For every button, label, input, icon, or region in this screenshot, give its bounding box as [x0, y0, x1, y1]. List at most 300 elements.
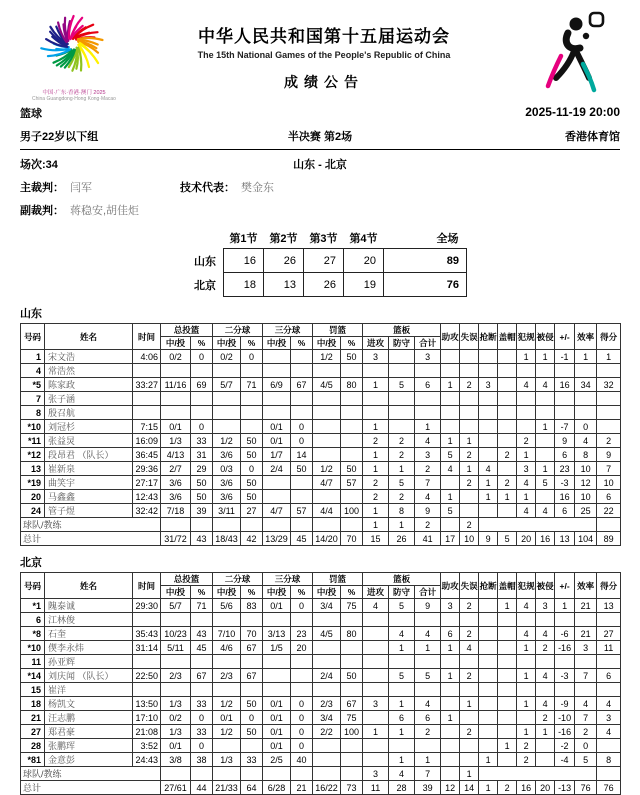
col-header: 姓名 — [45, 573, 133, 599]
stat-cell: 6 — [441, 627, 460, 641]
stat-cell — [389, 683, 415, 697]
stat-cell: 4 — [517, 476, 536, 490]
stat-cell — [241, 406, 263, 420]
stat-cell — [291, 767, 313, 781]
stat-cell: 3 — [536, 599, 555, 613]
stat-cell — [460, 711, 479, 725]
stat-cell — [363, 392, 389, 406]
player-number: *8 — [21, 627, 45, 641]
stat-cell: 67 — [191, 669, 213, 683]
stat-cell: -1 — [555, 350, 575, 364]
stat-cell: 1 — [441, 434, 460, 448]
stat-cell: 3 — [517, 462, 536, 476]
stat-cell — [479, 392, 498, 406]
stat-cell — [536, 434, 555, 448]
stat-cell — [498, 725, 517, 739]
stat-cell: 0 — [575, 420, 597, 434]
emblem-burst-icon — [35, 12, 113, 82]
player-name: 张益炅 — [45, 434, 133, 448]
stat-cell: 1 — [575, 350, 597, 364]
stat-cell: -10 — [555, 711, 575, 725]
stat-cell: 50 — [241, 490, 263, 504]
stat-cell: 70 — [241, 627, 263, 641]
stat-cell: 7 — [415, 476, 441, 490]
stat-cell — [555, 613, 575, 627]
player-row — [21, 378, 621, 392]
stat-cell: 0/1 — [263, 420, 291, 434]
player-row — [21, 434, 621, 448]
stat-cell: 0 — [241, 350, 263, 364]
stat-cell — [498, 462, 517, 476]
stat-cell: 2 — [498, 476, 517, 490]
quarter-header: 第2节 — [269, 233, 298, 245]
stat-cell — [341, 434, 363, 448]
stat-cell: 0 — [241, 462, 263, 476]
stat-cell: 75 — [341, 599, 363, 613]
player-row — [21, 490, 621, 504]
col-header: 得分 — [597, 324, 621, 350]
stat-cell: 9 — [415, 599, 441, 613]
stat-cell: 4 — [415, 697, 441, 711]
stat-cell — [415, 406, 441, 420]
col-subheader: % — [291, 337, 313, 350]
totals-label: 总计 — [21, 532, 161, 546]
stat-cell — [536, 739, 555, 753]
stat-cell — [213, 683, 241, 697]
stat-cell: 6/9 — [263, 378, 291, 392]
stat-cell: 10 — [575, 490, 597, 504]
stat-cell — [575, 364, 597, 378]
stat-cell: 67 — [241, 669, 263, 683]
stat-cell — [441, 350, 460, 364]
stat-cell: 1 — [498, 599, 517, 613]
totals-row — [21, 781, 621, 795]
stat-cell — [263, 683, 291, 697]
player-number: 15 — [21, 683, 45, 697]
stat-cell: 100 — [341, 504, 363, 518]
stat-cell — [313, 420, 341, 434]
stat-cell — [213, 420, 241, 434]
stat-cell: 4/6 — [213, 641, 241, 655]
stat-cell: 20 — [291, 641, 313, 655]
total-stat-cell: 70 — [341, 532, 363, 546]
stat-cell: 8 — [575, 448, 597, 462]
referee-label: 主裁判： — [20, 182, 64, 194]
player-row — [21, 683, 621, 697]
stat-cell — [213, 364, 241, 378]
stat-cell — [313, 490, 341, 504]
stat-cell: 67 — [291, 378, 313, 392]
stat-cell — [241, 518, 263, 532]
stat-cell: 29 — [191, 462, 213, 476]
stat-cell — [575, 683, 597, 697]
stat-cell: 34 — [575, 378, 597, 392]
stat-cell: 1 — [517, 669, 536, 683]
stat-cell — [291, 490, 313, 504]
stat-cell — [479, 669, 498, 683]
stat-cell: 2/7 — [161, 462, 191, 476]
player-name: 张鹏珲 — [45, 739, 133, 753]
stat-cell — [415, 683, 441, 697]
stat-cell — [363, 711, 389, 725]
event-datetime: 2025-11-19 20:00 — [525, 105, 620, 119]
stat-cell: 4 — [479, 462, 498, 476]
stat-cell — [313, 392, 341, 406]
team-name-heading: 山东 — [20, 308, 42, 320]
stat-cell — [479, 767, 597, 781]
stat-cell — [161, 613, 191, 627]
col-subheader: 防守 — [389, 337, 415, 350]
game-number: 场次:34 — [20, 159, 58, 171]
stat-cell — [441, 725, 460, 739]
col-group-header: 三分球 — [263, 324, 313, 337]
stat-cell — [291, 518, 313, 532]
total-stat-cell: 13/29 — [263, 532, 291, 546]
col-subheader: 中/投 — [161, 337, 191, 350]
stat-cell: 4 — [597, 697, 621, 711]
stat-cell: 0/1 — [213, 711, 241, 725]
total-stat-cell: 11 — [363, 781, 389, 795]
player-row — [21, 669, 621, 683]
play-time: 36:45 — [133, 448, 161, 462]
stat-cell — [341, 739, 363, 753]
total-stat-cell: 41 — [415, 532, 441, 546]
player-number: *19 — [21, 476, 45, 490]
stat-cell: 3/6 — [161, 476, 191, 490]
stat-cell: 2/3 — [313, 697, 341, 711]
stat-cell — [313, 518, 341, 532]
col-subheader: % — [291, 586, 313, 599]
stat-cell: 50 — [291, 462, 313, 476]
quarter-score: 19 — [344, 273, 384, 297]
stat-cell: 5 — [389, 378, 415, 392]
stat-cell: 1/3 — [161, 434, 191, 448]
stat-cell — [555, 655, 575, 669]
stat-cell: 0 — [291, 599, 313, 613]
stat-cell — [263, 767, 291, 781]
col-header: 抢断 — [479, 573, 498, 599]
col-header: +/- — [555, 573, 575, 599]
total-score: 89 — [384, 249, 467, 273]
stat-cell — [597, 613, 621, 627]
player-row — [21, 599, 621, 613]
stat-cell — [498, 697, 517, 711]
play-time — [133, 364, 161, 378]
player-name: 常浩然 — [45, 364, 133, 378]
tech-delegate-name: 樊金东 — [241, 182, 274, 194]
stat-cell: 3 — [575, 641, 597, 655]
stat-cell — [498, 420, 517, 434]
stat-cell: 0/1 — [263, 599, 291, 613]
col-subheader: 中/投 — [213, 337, 241, 350]
stat-cell — [241, 613, 263, 627]
stat-cell: 0/1 — [263, 739, 291, 753]
player-name: 马鑫鑫 — [45, 490, 133, 504]
stat-cell — [389, 392, 415, 406]
stat-cell: 6 — [555, 448, 575, 462]
stat-cell: 2 — [536, 641, 555, 655]
total-score: 76 — [384, 273, 467, 297]
stat-cell — [263, 669, 291, 683]
stat-cell: 3/6 — [213, 490, 241, 504]
stat-cell — [363, 641, 389, 655]
totals-label: 总计 — [21, 781, 161, 795]
event-meta — [20, 105, 620, 144]
play-time: 29:36 — [133, 462, 161, 476]
play-time — [133, 406, 161, 420]
stat-cell — [441, 364, 460, 378]
stat-cell — [517, 364, 536, 378]
player-number: 11 — [21, 655, 45, 669]
stat-cell: 100 — [341, 725, 363, 739]
stat-cell — [441, 767, 460, 781]
player-row — [21, 462, 621, 476]
total-stat-cell: 14 — [460, 781, 479, 795]
player-row — [21, 711, 621, 725]
stat-cell: 25 — [575, 504, 597, 518]
stat-cell — [575, 406, 597, 420]
stat-cell: 2 — [536, 711, 555, 725]
quarter-score-row — [173, 273, 467, 297]
match-line — [20, 156, 620, 172]
stat-cell: 1 — [517, 490, 536, 504]
player-name: 江林俊 — [45, 613, 133, 627]
stat-cell — [597, 392, 621, 406]
stat-cell — [341, 364, 363, 378]
stat-cell: 7/18 — [161, 504, 191, 518]
stat-cell — [517, 613, 536, 627]
col-subheader: 中/投 — [213, 586, 241, 599]
stat-cell: 3/6 — [213, 448, 241, 462]
stat-cell: 2 — [460, 627, 479, 641]
total-stat-cell: 27/61 — [161, 781, 191, 795]
stat-cell: 50 — [241, 697, 263, 711]
player-row — [21, 448, 621, 462]
stat-cell — [213, 739, 241, 753]
stat-cell — [597, 364, 621, 378]
stat-cell — [241, 420, 263, 434]
stat-cell: 1/2 — [213, 725, 241, 739]
stat-cell: 14 — [291, 448, 313, 462]
stat-cell: 1 — [536, 420, 555, 434]
stat-cell — [191, 767, 213, 781]
quarter-scores-table — [173, 228, 467, 297]
stat-cell — [460, 406, 479, 420]
player-row — [21, 406, 621, 420]
stat-cell: -16 — [555, 725, 575, 739]
stat-cell: 1 — [555, 599, 575, 613]
stat-cell: 4 — [415, 627, 441, 641]
stat-cell: 4 — [536, 627, 555, 641]
stat-cell: 33 — [191, 434, 213, 448]
stat-cell: 27 — [597, 627, 621, 641]
stat-cell — [341, 683, 363, 697]
stat-cell — [341, 767, 363, 781]
player-row — [21, 697, 621, 711]
stat-cell: 1 — [498, 490, 517, 504]
col-header: 助攻 — [441, 573, 460, 599]
stat-cell — [460, 350, 479, 364]
col-header: 得分 — [597, 573, 621, 599]
stat-cell — [536, 406, 555, 420]
sport-label: 篮球 — [20, 108, 42, 120]
stat-cell: 3 — [363, 350, 389, 364]
total-stat-cell: 2 — [498, 781, 517, 795]
stat-cell — [313, 683, 341, 697]
stat-cell — [263, 350, 291, 364]
stat-cell: 4 — [460, 641, 479, 655]
stat-cell: 83 — [241, 599, 263, 613]
stat-cell — [415, 392, 441, 406]
stat-cell: 43 — [191, 627, 213, 641]
total-stat-cell: 44 — [191, 781, 213, 795]
col-subheader: % — [241, 586, 263, 599]
stat-cell: -2 — [555, 739, 575, 753]
quarter-score: 26 — [304, 273, 344, 297]
stat-cell: 1/2 — [213, 434, 241, 448]
stat-cell: 1 — [517, 350, 536, 364]
stat-cell — [191, 683, 213, 697]
col-subheader: 中/投 — [161, 586, 191, 599]
total-stat-cell: 16 — [536, 532, 555, 546]
quarter-score: 13 — [264, 273, 304, 297]
stat-cell — [291, 655, 313, 669]
player-row — [21, 504, 621, 518]
stat-cell: 69 — [191, 378, 213, 392]
stat-cell: 33 — [241, 753, 263, 767]
stat-cell: 2 — [415, 725, 441, 739]
emblem-caption: 中国·广东·香港·澳门 2025 — [42, 90, 106, 96]
stat-cell — [191, 406, 213, 420]
col-header: 被侵 — [536, 324, 555, 350]
stat-cell — [191, 613, 213, 627]
player-name: 宋文浩 — [45, 350, 133, 364]
stat-cell: 3/8 — [161, 753, 191, 767]
stat-cell: 50 — [241, 448, 263, 462]
stat-cell: 2 — [460, 476, 479, 490]
total-stat-cell: 31/72 — [161, 532, 191, 546]
stat-cell — [498, 683, 517, 697]
quarter-header: 第1节 — [229, 233, 258, 245]
team-label: 山东 — [194, 255, 216, 268]
total-stat-cell: 89 — [597, 532, 621, 546]
stat-cell — [363, 753, 389, 767]
stat-cell: 3/4 — [313, 711, 341, 725]
stat-cell: 67 — [241, 641, 263, 655]
stat-cell: 4 — [389, 767, 415, 781]
stat-cell — [498, 627, 517, 641]
stat-cell: 21 — [575, 599, 597, 613]
stat-cell — [479, 518, 597, 532]
player-number: 28 — [21, 739, 45, 753]
stat-cell — [291, 613, 313, 627]
stat-cell: 5 — [415, 669, 441, 683]
stat-cell: 33 — [191, 725, 213, 739]
stat-cell: 3 — [479, 378, 498, 392]
basketball-player-icon — [528, 10, 612, 98]
team-coach-label: 球队/教练 — [21, 518, 161, 532]
stat-cell: 80 — [341, 627, 363, 641]
team-section-shandong — [20, 305, 620, 546]
stat-cell — [291, 476, 313, 490]
col-group-header: 三分球 — [263, 573, 313, 586]
col-header: 号码 — [21, 324, 45, 350]
stat-cell: 1 — [363, 518, 389, 532]
stat-cell — [241, 767, 263, 781]
stat-cell — [291, 669, 313, 683]
col-header: +/- — [555, 324, 575, 350]
total-stat-cell: 21/33 — [213, 781, 241, 795]
stat-cell: 3 — [363, 697, 389, 711]
player-number: *11 — [21, 434, 45, 448]
stat-cell — [341, 392, 363, 406]
col-subheader: % — [241, 337, 263, 350]
stat-cell: 16 — [555, 378, 575, 392]
stat-cell — [341, 641, 363, 655]
col-subheader: 合计 — [415, 337, 441, 350]
stat-cell: 80 — [341, 378, 363, 392]
stat-cell: 3/6 — [161, 490, 191, 504]
stat-cell — [363, 627, 389, 641]
team-section-beijing — [20, 554, 620, 795]
stat-cell — [479, 364, 498, 378]
total-stat-cell: 13 — [555, 532, 575, 546]
stat-cell: 0/2 — [161, 711, 191, 725]
stat-cell — [479, 739, 498, 753]
stat-cell — [341, 406, 363, 420]
col-subheader: 进攻 — [363, 337, 389, 350]
stat-cell: 50 — [241, 476, 263, 490]
total-stat-cell: 14/20 — [313, 532, 341, 546]
team-name-heading: 北京 — [20, 557, 42, 569]
stat-cell: 4 — [415, 490, 441, 504]
stat-cell — [191, 364, 213, 378]
stat-cell — [341, 448, 363, 462]
stat-cell — [341, 613, 363, 627]
stat-cell: 71 — [241, 378, 263, 392]
event-round: 半决赛 第2场 — [287, 131, 353, 143]
total-stat-cell: 16/22 — [313, 781, 341, 795]
stat-cell — [498, 504, 517, 518]
stat-cell — [313, 641, 341, 655]
stat-cell — [313, 448, 341, 462]
stat-cell — [415, 613, 441, 627]
play-time: 32:42 — [133, 504, 161, 518]
quarter-header: 全场 — [436, 233, 459, 245]
player-name: 崔洋 — [45, 683, 133, 697]
stat-cell: 1 — [441, 711, 460, 725]
stat-cell — [517, 406, 536, 420]
officials-line-1 — [20, 179, 620, 195]
player-number: 6 — [21, 613, 45, 627]
col-subheader: 合计 — [415, 586, 441, 599]
stat-cell: 2 — [460, 518, 479, 532]
matchup: 山东 - 北京 — [293, 159, 347, 171]
stat-cell: 50 — [341, 669, 363, 683]
stat-cell — [263, 364, 291, 378]
player-name: 郑君豪 — [45, 725, 133, 739]
quarter-score: 16 — [224, 249, 264, 273]
stat-cell: 1 — [415, 753, 441, 767]
stat-cell — [479, 350, 498, 364]
stat-cell: 4 — [441, 462, 460, 476]
stat-cell — [263, 518, 291, 532]
stat-cell — [389, 655, 415, 669]
stat-cell: 0 — [291, 739, 313, 753]
stat-cell — [536, 655, 555, 669]
stat-cell: 0/2 — [161, 350, 191, 364]
play-time: 35:43 — [133, 627, 161, 641]
